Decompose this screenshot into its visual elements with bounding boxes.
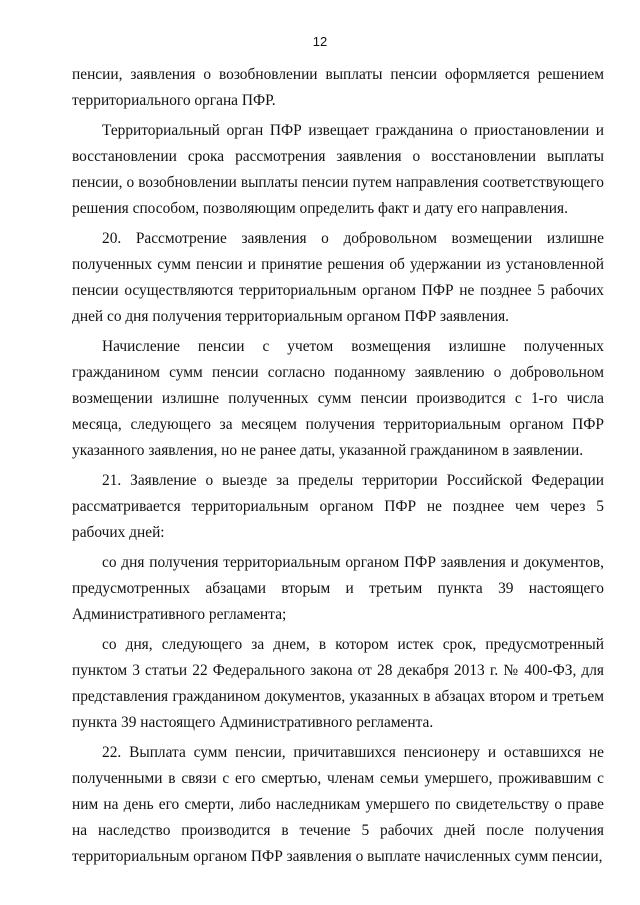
document-body [72,62,604,870]
paragraph: со дня получения территориальным органом ПФР заявления и документов, предусмотренных абзацами вторым и третьим пункта 39 настоящего Административного регламента; [72,554,604,623]
page-number: 12 [312,34,328,49]
paragraph-item-22: 22. Выплата сумм пенсии, причитавшихся пенсионеру и оставшихся не полученными в связи с его смертью, членам семьи умершего, проживавшим с ним на день его смерти, либо наследникам умершего по свидетельству о праве на наследство производится в течение 5 рабочих дней после получения территориальным органом ПФР заявления о выплате начисленных сумм пенсии, [72,744,604,865]
paragraph-continuation: пенсии, заявления о возобновлении выплаты пенсии оформляется решением территориального органа ПФР. [72,66,604,109]
paragraph-item-21: 21. Заявление о выезде за пределы территории Российской Федерации рассматривается территориальным органом ПФР не позднее чем через 5 рабочих дней: [72,472,604,541]
paragraph-item-20: 20. Рассмотрение заявления о добровольном возмещении излишне полученных сумм пенсии и принятие решения об удержании из установленной пенсии осуществляются территориальным органом ПФР не позднее 5 рабочих дней со дня получения территориальным органом ПФР заявления. [72,230,604,325]
paragraph: Начисление пенсии с учетом возмещения излишне полученных гражданином сумм пенсии согласно поданному заявлению о добровольном возмещении излишне полученных сумм пенсии производится с 1-го числа месяца, следующего за месяцем получения территориальным органом ПФР указанного заявления, но не ранее даты, указанной гражданином в заявлении. [72,338,604,459]
paragraph: Территориальный орган ПФР извещает гражданина о приостановлении и восстановлении срока рассмотрения заявления о восстановлении выплаты пенсии, о возобновлении выплаты пенсии путем направления соответствующего решения способом, позволяющим определить факт и дату его направления. [72,122,604,217]
paragraph: со дня, следующего за днем, в котором истек срок, предусмотренный пунктом 3 статьи 22 Федерального закона от 28 декабря 2013 г. № 400-ФЗ, для представления гражданином документов, указанных в абзацах втором и третьем пункта 39 настоящего Административного регламента. [72,636,604,731]
